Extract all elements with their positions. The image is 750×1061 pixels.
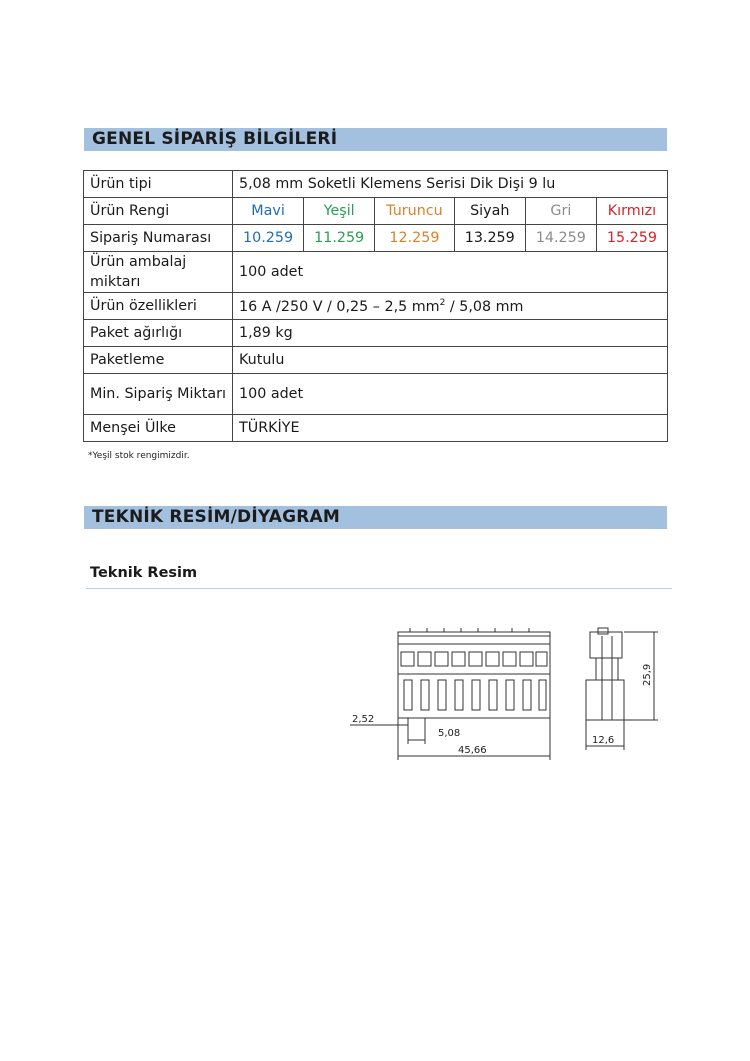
order-number: 13.259 bbox=[454, 225, 525, 252]
table-row bbox=[84, 252, 668, 293]
table-row bbox=[84, 320, 668, 347]
row-label: Ürün özellikleri bbox=[84, 293, 233, 320]
subsection-divider bbox=[86, 588, 672, 589]
order-number: 15.259 bbox=[596, 225, 667, 252]
section-title: TEKNİK RESİM/DİYAGRAM bbox=[92, 507, 341, 527]
color-gri: Gri bbox=[525, 198, 596, 225]
row-label: Paketleme bbox=[84, 347, 233, 374]
table-row bbox=[84, 415, 668, 442]
table-row bbox=[84, 374, 668, 415]
row-label: Sipariş Numarası bbox=[84, 225, 233, 252]
color-turuncu: Turuncu bbox=[375, 198, 455, 225]
product-type-value: 5,08 mm Soketli Klemens Serisi Dik Dişi 9 lu bbox=[233, 171, 668, 198]
dim-total-width: 45,66 bbox=[458, 745, 487, 756]
color-siyah: Siyah bbox=[454, 198, 525, 225]
order-number: 10.259 bbox=[233, 225, 304, 252]
packaging-value: Kutulu bbox=[233, 347, 668, 374]
specifications-value bbox=[233, 293, 668, 320]
min-order-value: 100 adet bbox=[233, 374, 668, 415]
order-number: 11.259 bbox=[304, 225, 375, 252]
order-number: 12.259 bbox=[375, 225, 455, 252]
table-row bbox=[84, 198, 668, 225]
dim-pin-offset: 2,52 bbox=[352, 714, 375, 725]
color-mavi: Mavi bbox=[233, 198, 304, 225]
stock-note: *Yeşil stok rengimizdir. bbox=[88, 451, 190, 461]
section-header-order-info bbox=[84, 128, 667, 151]
table-row bbox=[84, 225, 668, 252]
color-kirmizi: Kırmızı bbox=[596, 198, 667, 225]
package-quantity-value: 100 adet bbox=[233, 252, 668, 293]
section-header-technical-drawing bbox=[84, 506, 667, 529]
order-info-table bbox=[83, 170, 668, 442]
subsection-title: Teknik Resim bbox=[90, 565, 198, 581]
dim-depth: 12,6 bbox=[592, 735, 615, 746]
table-row bbox=[84, 293, 668, 320]
spec-superscript: 2 bbox=[439, 297, 446, 308]
row-label: Ürün Rengi bbox=[84, 198, 233, 225]
row-label: Min. Sipariş Miktarı bbox=[84, 374, 233, 415]
row-label: Ürün tipi bbox=[84, 171, 233, 198]
table-row bbox=[84, 171, 668, 198]
row-label: Paket ağırlığı bbox=[84, 320, 233, 347]
spec-text-end: / 5,08 mm bbox=[445, 298, 524, 315]
section-title: GENEL SİPARİŞ BİLGİLERİ bbox=[92, 129, 338, 149]
color-yesil: Yeşil bbox=[304, 198, 375, 225]
row-label: Menşei Ülke bbox=[84, 415, 233, 442]
technical-drawing bbox=[340, 622, 670, 772]
dim-pitch: 5,08 bbox=[438, 728, 461, 739]
table-row bbox=[84, 347, 668, 374]
package-weight-value: 1,89 kg bbox=[233, 320, 668, 347]
order-number: 14.259 bbox=[525, 225, 596, 252]
row-label: Ürün ambalaj miktarı bbox=[84, 252, 233, 293]
dim-height: 25,9 bbox=[642, 663, 653, 686]
spec-text: 16 A /250 V / 0,25 – 2,5 mm bbox=[239, 298, 440, 315]
origin-value: TÜRKİYE bbox=[233, 415, 668, 442]
